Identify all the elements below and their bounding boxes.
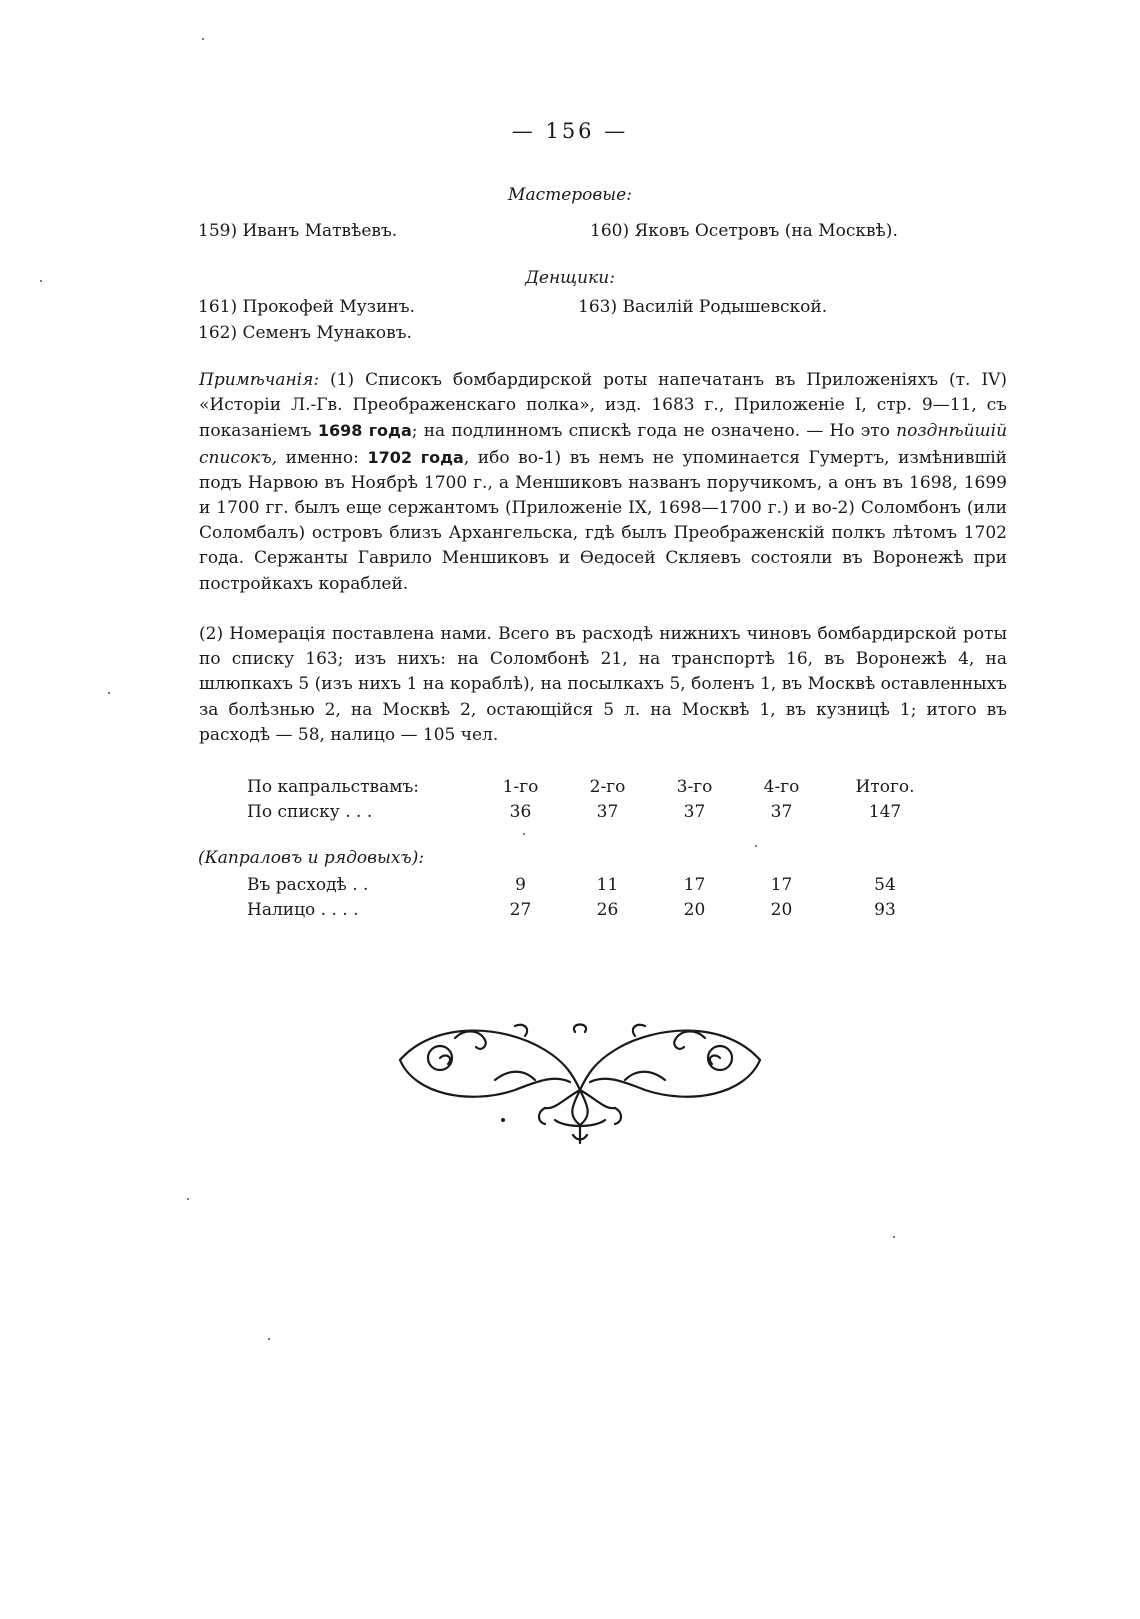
table-row [198, 872, 945, 897]
list-entry-159: 159) Иванъ Матвѣевъ. [198, 221, 398, 241]
list-entry-160: 160) Яковъ Осетровъ (на Москвѣ). [590, 221, 898, 241]
table-cell: 93 [874, 899, 896, 920]
note2-text: (2) Номерація поставлена нами. Всего въ расходѣ нижнихъ чиновъ бомбардирской роты по списку 163; изъ нихъ: на Соломбонѣ 21, на транспортѣ 16, въ Воронежѣ 4, на шлюпкахъ 5 (изъ нихъ 1 на кораблѣ), на посылкахъ 5, боленъ 1, въ Москвѣ оставленныхъ за болѣзнью 2, на Москвѣ 2, остающійся 5 л. на Москвѣ 1, въ кузницѣ 1; итого въ расходѣ — 58, налицо — 105 чел. [199, 624, 1007, 745]
notes-label: Примѣчанія: [199, 370, 320, 390]
table-cell: 37 [770, 801, 793, 822]
note1-text-b: ; на подлинномъ спискѣ года не означено. — Но это [411, 421, 890, 442]
table-cell: 17 [770, 874, 793, 895]
table-caption: (Капраловъ и рядовыхъ): [198, 848, 425, 868]
note-1 [199, 368, 1007, 597]
note1-italic: позднѣйшій списокъ, [199, 421, 1008, 468]
page-number: — 156 — [511, 119, 629, 143]
table-cell: 36 [509, 801, 532, 822]
note1-year-1698: 1698 года [317, 421, 412, 441]
table-row [198, 897, 945, 922]
note1-text-c: именно: [285, 447, 359, 468]
note-2 [199, 622, 1007, 748]
orderlies-heading: Денщики: [525, 268, 615, 288]
list-entry-163: 163) Василій Родышевской. [578, 297, 828, 317]
table-header-row [198, 774, 945, 799]
table-cell: 20 [770, 899, 793, 920]
row-label: По списку . . . [247, 801, 373, 822]
row-label: Налицо . . . . [247, 899, 359, 920]
row-label: Въ расходѣ . . [247, 874, 369, 895]
column-header: 2-го [589, 776, 626, 797]
column-header: 4-го [763, 776, 800, 797]
table-cell: 11 [596, 874, 619, 895]
table-cell: 54 [874, 874, 896, 895]
column-header: Итого. [855, 776, 915, 797]
note1-text-a: (1) Списокъ бомбардирской роты напечатанъ въ Приложеніяхъ (т. IV) «Исторіи Л.-Гв. Преображенскаго полка», изд. 1683 г., Приложеніе I, стр. 9—11, съ показаніемъ [199, 370, 1007, 442]
list-entry-162: 162) Семенъ Мунаковъ. [198, 323, 412, 343]
table-cell: 9 [515, 874, 526, 895]
ornament-flourish-icon [395, 1020, 765, 1150]
table-cell: 27 [509, 899, 532, 920]
column-header: 1-го [502, 776, 539, 797]
table-cell: 20 [683, 899, 706, 920]
column-header: 3-го [676, 776, 713, 797]
header-label: По капральствамъ: [247, 776, 420, 797]
note1-text-d: , ибо во-1) въ немъ не упоминается Гумертъ, измѣнившій подъ Нарвою въ Ноябрѣ 1700 г., а Меншиковъ названъ поручикомъ, а онъ въ 1698, 1699 и 1700 гг. былъ еще сержантомъ (Приложеніе IX, 1698—1700 г.) и во-2) Соломбонъ (или Соломбалъ) островъ близъ Архангельска, гдѣ былъ Преображенскій полкъ лѣтомъ 1702 года. Сержанты Гаврило Меншиковъ и Ѳедосей Скляевъ состояли въ Воронежѣ при постройкахъ кораблей. [199, 447, 1008, 594]
table-cell: 147 [868, 801, 902, 822]
note1-year-1702: 1702 года [367, 447, 464, 467]
table-cell: 37 [683, 801, 706, 822]
table-cell: 37 [596, 801, 619, 822]
table-cell: 17 [683, 874, 706, 895]
table-cell: 26 [596, 899, 619, 920]
list-entry-161: 161) Прокофей Музинъ. [198, 297, 415, 317]
masters-heading: Мастеровые: [508, 185, 632, 205]
table-row [198, 799, 945, 824]
